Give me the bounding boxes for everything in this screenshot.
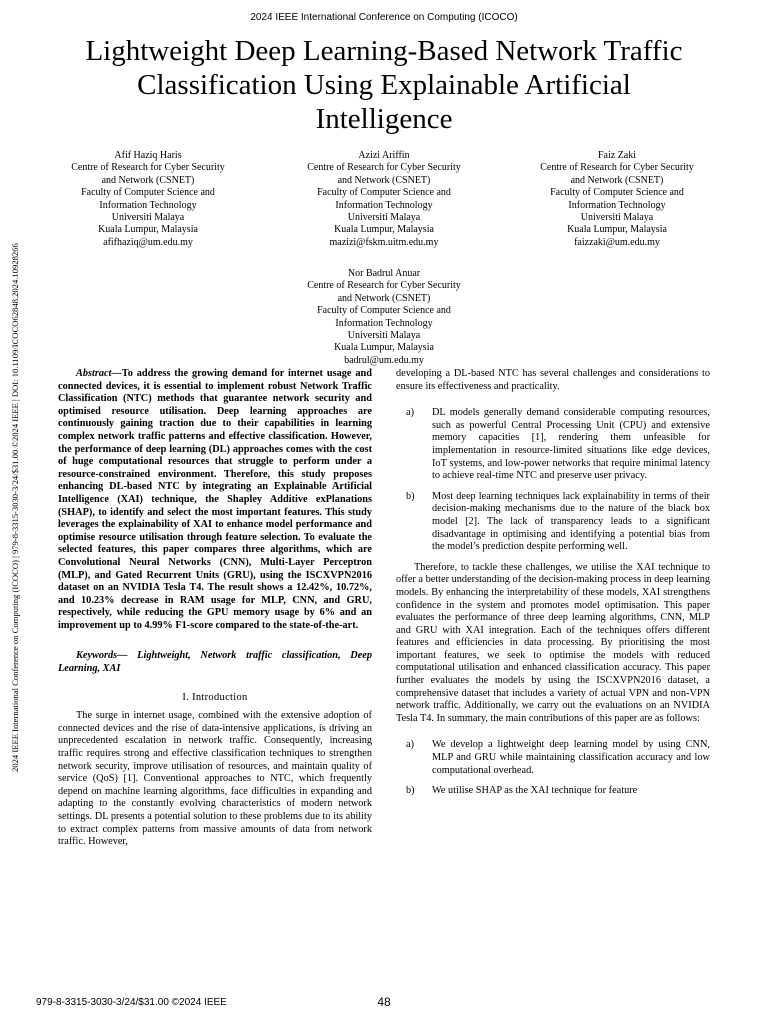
keywords: Keywords— Lightweight, Network traffic classification, Deep Learning, XAI	[58, 650, 372, 675]
author-affiliation: Centre of Research for Cyber Security	[307, 162, 461, 174]
left-column	[58, 368, 372, 849]
author-affiliation: Information Technology	[568, 199, 666, 211]
author-affiliation: Universiti Malaya	[111, 212, 185, 224]
list-item	[396, 739, 710, 777]
author-affiliation: Universiti Malaya	[347, 212, 421, 224]
author-affiliation: Centre of Research for Cyber Security	[71, 162, 225, 174]
author-block-3	[517, 150, 717, 249]
author-name: Azizi Ariffin	[358, 150, 410, 161]
author-name: Nor Badrul Anuar	[347, 268, 421, 279]
author-affiliation: Kuala Lumpur, Malaysia	[567, 224, 667, 236]
list-text: We develop a lightweight deep learning model by using CNN, MLP and GRU while maintaining classification accuracy and low computational overhead.	[432, 739, 710, 776]
intro-continued: developing a DL-based NTC has several challenges and considerations to ensure its effectiveness and practicality.	[396, 368, 710, 392]
list-label: a)	[406, 407, 414, 419]
author-affiliation: Kuala Lumpur, Malaysia	[334, 224, 434, 236]
author-block-1	[48, 150, 248, 249]
abstract	[58, 368, 372, 632]
abstract-label: Abstract	[76, 368, 112, 379]
paper-title	[40, 34, 728, 136]
author-email: mazizi@fskm.uitm.edu.my	[329, 236, 439, 248]
author-affiliation: Information Technology	[335, 199, 433, 211]
conference-header: 2024 IEEE International Conference on Computing (ICOCO)	[250, 12, 518, 23]
author-affiliation: and Network (CSNET)	[101, 174, 195, 186]
author-block-4	[284, 268, 484, 367]
author-name: Afif Haziq Haris	[114, 150, 182, 161]
abstract-dash: —	[111, 368, 122, 379]
intro-paragraph: The surge in internet usage, combined with the extensive adoption of connected devices and the rise of data-intensive applications, is driving an unprecedented escalation in network traffic. Consequently, increasing traffic requires strong and effective classification techniques to strengthen network security, improve utilisation of resources, and maintain quality of service (QoS) [1]. Conventional approaches to NTC, which frequently depend on machine learning algorithms, face difficulties in expanding and adapting to the constantly evolving characteristics of modern network settings. DL presents a potential solution to these problems due to its ability to extract complex patterns from massive amounts of data from network traffic. However,	[58, 710, 372, 848]
title-line: Intelligence	[315, 103, 453, 135]
author-affiliation: Centre of Research for Cyber Security	[307, 280, 461, 292]
author-affiliation: Information Technology	[99, 199, 197, 211]
title-line: Lightweight Deep Learning-Based Network Traffic	[85, 35, 683, 67]
author-affiliation: Information Technology	[335, 317, 433, 329]
page-number: 48	[377, 995, 391, 1009]
author-affiliation: and Network (CSNET)	[337, 292, 431, 304]
author-affiliation: and Network (CSNET)	[570, 174, 664, 186]
contributions-list	[396, 739, 710, 797]
list-text: Most deep learning techniques lack explainability in terms of their decision-making mechanisms due to the nature of the black box model [2]. The lack of transparency leads to a significant disadvantage in optimising and identifying a potential bias from the model’s prediction despite performing well.	[432, 490, 710, 553]
author-email: badrul@um.edu.my	[344, 354, 424, 366]
author-affiliation: Universiti Malaya	[347, 330, 421, 342]
author-affiliation: Centre of Research for Cyber Security	[540, 162, 694, 174]
list-label: b)	[406, 490, 415, 502]
author-block-2	[284, 150, 484, 249]
challenges-list	[396, 407, 710, 554]
author-email: faizzaki@um.edu.my	[574, 236, 660, 248]
author-affiliation: Kuala Lumpur, Malaysia	[98, 224, 198, 236]
author-name: Faiz Zaki	[597, 150, 637, 161]
author-affiliation: Faculty of Computer Science and	[317, 305, 451, 317]
author-affiliation: Kuala Lumpur, Malaysia	[334, 342, 434, 354]
list-text: We utilise SHAP as the XAI technique for feature	[432, 785, 638, 797]
right-column	[396, 368, 710, 806]
abstract-text: To address the growing demand for internet usage and connected devices, it is essential to implement robust Network Traffic Classification (NTC) methods that guarantee network security and optimised resource utilisation. Deep learning approaches are continuously gaining traction due to their capabilities in learning complex network traffic patterns and effective classification. However, the performance of deep learning (DL) approaches comes with the cost of huge computational resources that struggle to perform under a resource-constrained environment. Therefore, this study proposes enhancing DL-based NTC by integrating an Explainable Artificial Intelligence (XAI) technique, the Shapley Additive exPlanations (SHAP), to identify and select the most important features. This study leverages the explainability of XAI to enhance model performance and optimise resource utilisation through feature selection. To evaluate the selected features, this paper compares three algorithms, which are Convolutional Neural Networks (CNN), Multi-Layer Perceptron (MLP), and Gated Recurrent Units (GRU), using the ISCXVPN2016 dataset on an NVIDIA Tesla T4. The result shows a 12.42%, 10.72%, and 10.23% decrease in RAM usage for MLP, CNN, and GRU, respectively, while reducing the GPU memory usage by 6% and an improvement up to 4.99% F1-score compared to the state-of-the-art.	[58, 368, 372, 631]
list-item	[396, 491, 710, 554]
section-heading: I. Introduction	[182, 691, 248, 703]
author-email: afifhaziq@um.edu.my	[103, 236, 193, 248]
list-item	[396, 785, 710, 798]
author-affiliation: Faculty of Computer Science and	[81, 187, 215, 199]
list-label: a)	[406, 739, 414, 751]
list-label: b)	[406, 785, 415, 797]
title-line: Classification Using Explainable Artificial	[137, 69, 631, 101]
list-item	[396, 407, 710, 483]
doi-sidebar: 2024 IEEE International Conference on Computing (ICOCO) | 979-8-3315-3030-3/24/$31.00 ©2024 IEEE | DOI: 10.1109/ICOCO62848.2024.10928266	[10, 243, 20, 772]
author-affiliation: Faculty of Computer Science and	[550, 187, 684, 199]
contributions-intro: Therefore, to tackle these challenges, we utilise the XAI technique to offer a better understanding of the decision-making process in deep learning models. By enhancing the interpretability of these models, XAI strengthens confidence in the system and promotes model optimisation. This paper evaluates the performance of three deep learning algorithms, CNN, MLP and GRU with XAI integration. Each of the techniques offers different features and efficiencies in data processing. By prioritising the most important features, we seek to optimise the models with reduced computational utilisation and enhanced classification accuracy. This paper further evaluates the models by using the ISCXVPN2016 dataset, a comprehensive dataset that includes a variety of actual VPN and non-VPN network traffic. Additionally, we carry out the evaluations on an NVIDIA Tesla T4. In summary, the main contributions of this paper are as follows:	[396, 561, 710, 724]
copyright-footer: 979-8-3315-3030-3/24/$31.00 ©2024 IEEE	[36, 997, 227, 1008]
list-text: DL models generally demand considerable computing resources, such as powerful Central Processing Unit (CPU) and extensive memory capacities [1], rendering them unfeasible for implementation in resource-limited situations like edge devices, IoT systems, and low-power networks that require minimal latency to achieve real-time NTC and preserve user privacy.	[432, 407, 710, 482]
author-affiliation: Faculty of Computer Science and	[317, 187, 451, 199]
author-affiliation: Universiti Malaya	[580, 212, 654, 224]
author-affiliation: and Network (CSNET)	[337, 174, 431, 186]
